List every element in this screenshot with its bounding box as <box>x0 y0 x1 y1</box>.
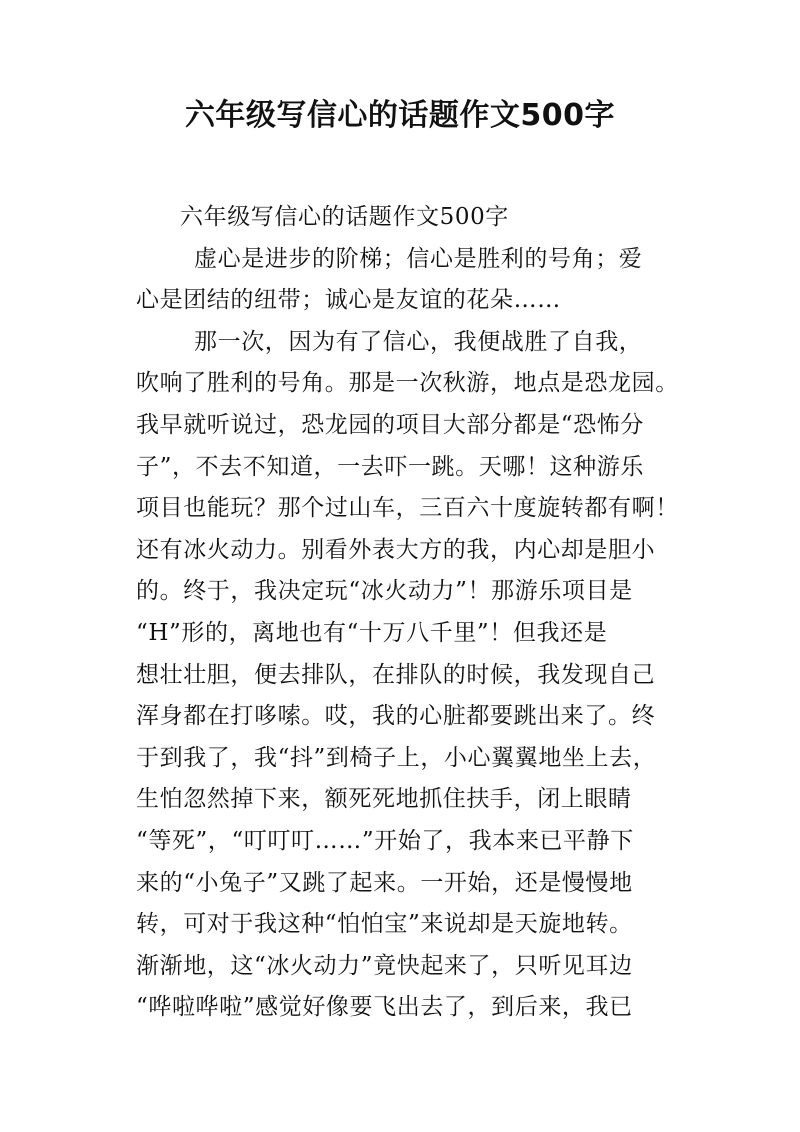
paragraph-line: 来的“小兔子”又跳了起来。一开始，还是慢慢地 <box>136 869 633 896</box>
subtitle-line: 六年级写信心的话题作文500字 <box>180 204 509 230</box>
page-title: 六年级写信心的话题作文500字 <box>184 98 616 133</box>
paragraph-line: 的。终于，我决定玩“冰火动力”！那游乐项目是 <box>136 578 633 605</box>
paragraph-line: 虚心是进步的阶梯；信心是胜利的号角；爱 <box>194 245 643 272</box>
paragraph-line: 项目也能玩？那个过山车，三百六十度旋转都有啊！ <box>136 495 679 522</box>
paragraph-line: “哗啦哗啦”感觉好像要飞出去了，到后来，我已 <box>136 994 633 1021</box>
paragraph-line: 生怕忽然掉下来，额死死地抓住扶手，闭上眼睛 <box>136 786 632 813</box>
paragraph-line: 子”，不去不知道，一去吓一跳。天哪！这种游乐 <box>136 453 644 480</box>
paragraph-line: 那一次，因为有了信心，我便战胜了自我， <box>194 328 643 355</box>
paragraph-line: 心是团结的纽带；诚心是友谊的花朵…… <box>136 287 561 314</box>
paragraph-line: “等死”，“叮叮叮……”开始了，我本来已平静下 <box>136 827 634 854</box>
paragraph-line: 想壮壮胆，便去排队，在排队的时候，我发现自己 <box>136 661 656 688</box>
paragraph-line: 吹响了胜利的号角。那是一次秋游，地点是恐龙园。 <box>136 370 679 397</box>
essay-body <box>136 197 696 1029</box>
paragraph-line: 还有冰火动力。别看外表大方的我，内心却是胆小 <box>136 536 656 563</box>
paragraph-line: 浑身都在打哆嗦。哎，我的心脏都要跳出来了。终 <box>136 703 656 730</box>
paragraph-line: 转，可对于我这种“怕怕宝”来说却是天旋地转。 <box>136 911 633 938</box>
paragraph-line: 于到我了，我“抖”到椅子上，小心翼翼地坐上去， <box>136 744 657 771</box>
paragraph-line: 渐渐地，这“冰火动力”竟快起来了，只听见耳边 <box>136 952 633 979</box>
paragraph-line: “H”形的，离地也有“十万八千里”！但我还是 <box>136 619 608 646</box>
paragraph-line: 我早就听说过，恐龙园的项目大部分都是“恐怖分 <box>136 411 644 438</box>
